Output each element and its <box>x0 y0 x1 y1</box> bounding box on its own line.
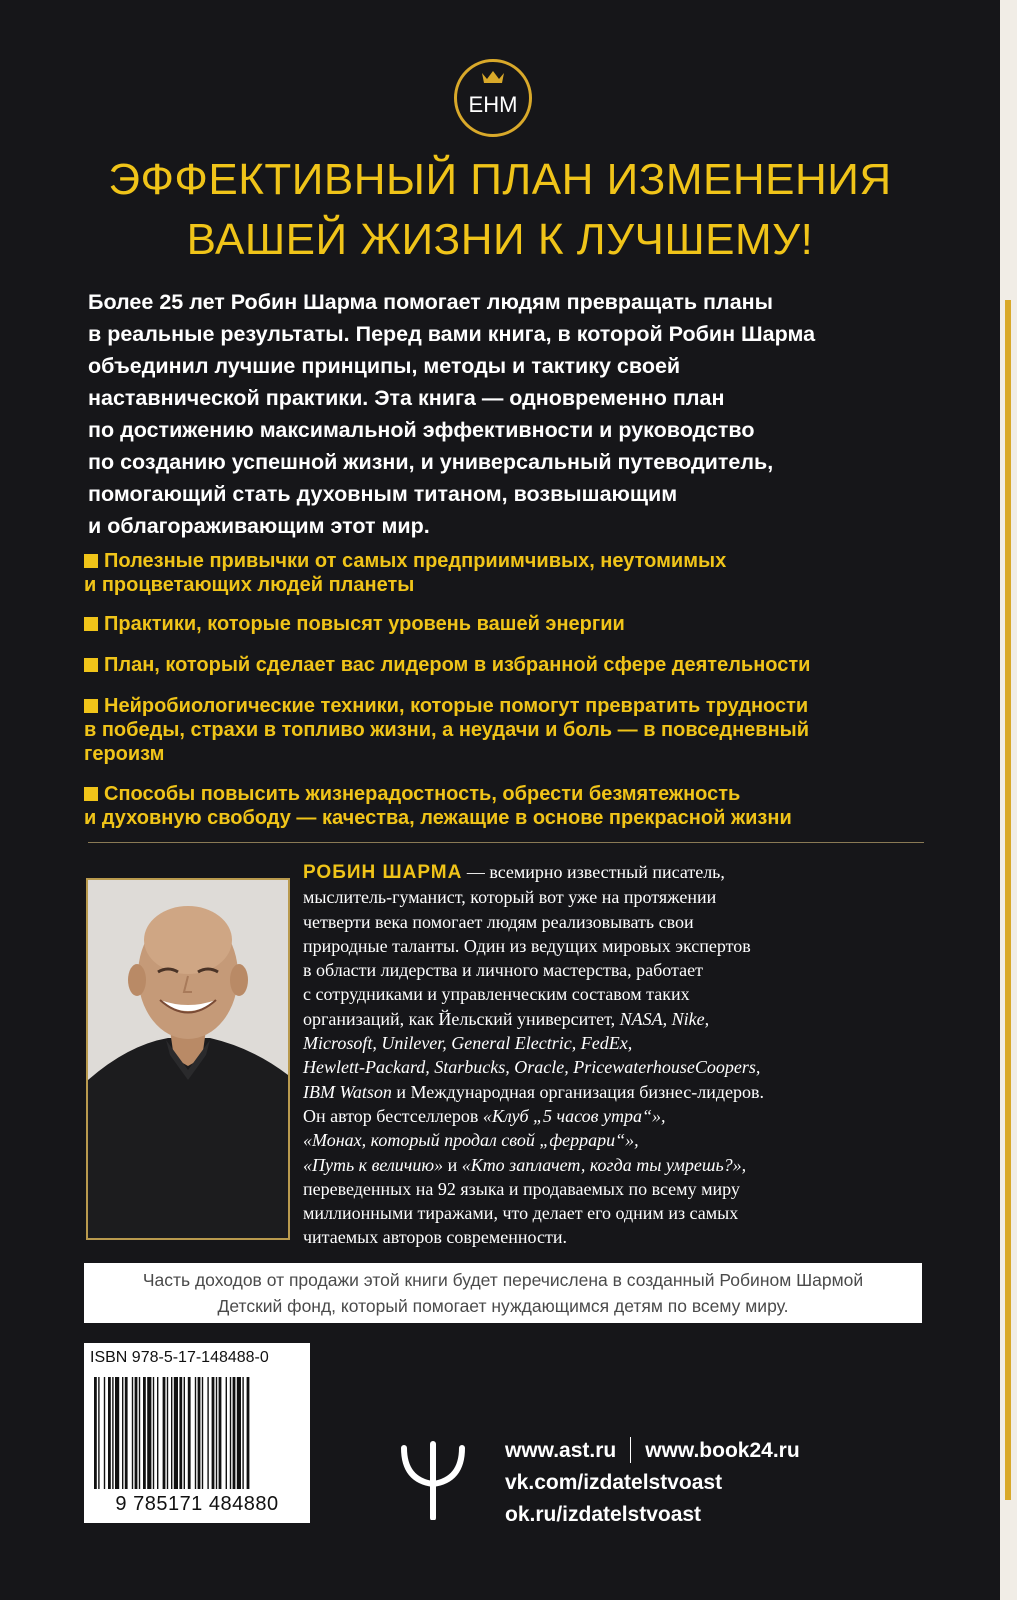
barcode-icon <box>94 1377 300 1489</box>
barcode-bar <box>233 1377 236 1489</box>
bullet-line: Полезные привычки от самых предприимчивых, неутомимых <box>104 550 727 572</box>
barcode-bar <box>139 1377 140 1489</box>
barcode-bar <box>132 1377 133 1489</box>
bullet-line: в победы, страхи в топливо жизни, а неудачи и боль — в повседневный <box>84 719 810 741</box>
barcode-bar <box>242 1377 243 1489</box>
headline-line: ВАШЕЙ ЖИЗНИ К ЛУЧШЕМУ! <box>186 215 814 264</box>
barcode-number: 9 785171 484880 <box>115 1493 279 1515</box>
link-ast[interactable]: www.ast.ru <box>505 1439 617 1462</box>
bullet-line: Способы повысить жизнерадостность, обрести безмятежность <box>104 783 741 805</box>
barcode-bar <box>195 1377 196 1489</box>
barcode-bar <box>112 1377 113 1489</box>
bullet-item <box>84 782 984 830</box>
bullet-item <box>84 612 984 636</box>
bullet-square-icon <box>84 617 98 631</box>
bullet-square-icon <box>84 658 98 672</box>
barcode-bar <box>147 1377 151 1489</box>
barcode-bar <box>171 1377 172 1489</box>
barcode-bar <box>174 1377 178 1489</box>
bio-line: природные таланты. Один из ведущих мировых экспертов <box>303 935 751 956</box>
author-portrait-image <box>88 880 288 1238</box>
bio-line: читаемых авторов современности. <box>303 1227 567 1248</box>
isbn-block <box>84 1343 310 1523</box>
bullet-item <box>84 653 984 677</box>
barcode-bar <box>237 1377 241 1489</box>
barcode-bar <box>143 1377 146 1489</box>
author-photo <box>86 878 290 1240</box>
headline-line: ЭФФЕКТИВНЫЙ ПЛАН ИЗМЕНЕНИЯ <box>108 155 892 204</box>
barcode-bar <box>163 1377 166 1489</box>
publisher-links <box>505 1435 800 1531</box>
bullet-item <box>84 549 984 597</box>
bio-line-italic: Hewlett-Packard, Starbucks, Oracle, PricewaterhouseCoopers, <box>303 1057 761 1078</box>
bio-line: четверти века помогает людям реализовывать свои <box>303 911 694 932</box>
bio-line: и <box>443 1154 462 1175</box>
bio-line: организаций, как Йельский университет, <box>303 1008 620 1029</box>
intro-line: и облагораживающим этот мир. <box>88 514 430 538</box>
barcode-bar <box>104 1377 105 1489</box>
intro-paragraph <box>88 286 968 542</box>
bio-line-italic: «Путь к величию» <box>303 1154 444 1175</box>
barcode-bar <box>184 1377 185 1489</box>
barcode-bar <box>135 1377 138 1489</box>
link-ok[interactable]: ok.ru/izdatelstvoast <box>505 1503 702 1526</box>
charity-line: Детский фонд, который помогает нуждающимся детям по всему миру. <box>217 1296 789 1316</box>
charity-line: Часть доходов от продажи этой книги будет перечислена в созданный Робином Шармой <box>142 1270 864 1290</box>
publisher-logo <box>454 59 532 137</box>
intro-line: в реальные результаты. Перед вами книга, в которой Робин Шарма <box>88 322 816 346</box>
barcode-bar <box>207 1377 208 1489</box>
crown-icon <box>481 70 505 84</box>
intro-line: объединил лучшие принципы, методы и тактику своей <box>88 354 681 378</box>
barcode-bar <box>115 1377 119 1489</box>
bullet-square-icon <box>84 699 98 713</box>
spine-gold-stripe <box>1005 300 1011 1500</box>
bullet-line: Практики, которые повысят уровень вашей энергии <box>104 613 625 635</box>
bullet-line: и процветающих людей планеты <box>84 574 415 596</box>
intro-line: наставнической практики. Эта книга — одновременно план <box>88 386 725 410</box>
intro-line: по созданию успешной жизни, и универсальный путеводитель, <box>88 450 774 474</box>
link-book24[interactable]: www.book24.ru <box>645 1439 800 1462</box>
headline <box>40 150 960 270</box>
intro-line: помогающий стать духовным титаном, возвышающим <box>88 482 678 506</box>
section-divider <box>88 842 924 843</box>
barcode-bar <box>98 1377 99 1489</box>
barcode-bar <box>198 1377 201 1489</box>
barcode-bar <box>247 1377 250 1489</box>
bio-line-italic: Microsoft, Unilever, General Electric, FedEx, <box>303 1033 633 1054</box>
barcode-bar <box>94 1377 97 1489</box>
bio-line: и Международная организация бизнес-лидеров. <box>391 1081 764 1102</box>
bullet-line: Нейробиологические техники, которые помогут превратить трудности <box>104 695 809 717</box>
link-separator <box>630 1437 631 1463</box>
barcode-bar <box>157 1377 158 1489</box>
bio-line-italic: IBM Watson <box>303 1081 392 1102</box>
bullet-square-icon <box>84 787 98 801</box>
intro-line: по достижению максимальной эффективности и руководство <box>88 418 755 442</box>
barcode-bar <box>216 1377 217 1489</box>
isbn-label: ISBN 978-5-17-148488-0 <box>90 1349 269 1366</box>
intro-line: Более 25 лет Робин Шарма помогает людям превращать планы <box>88 290 774 314</box>
charity-note <box>84 1263 922 1323</box>
author-name: РОБИН ШАРМА <box>303 862 463 883</box>
bio-line: Он автор бестселлеров <box>303 1105 483 1126</box>
bullet-item <box>84 694 984 766</box>
bullet-line: и духовную свободу — качества, лежащие в основе прекрасной жизни <box>84 807 792 829</box>
barcode-bar <box>188 1377 191 1489</box>
barcode-bar <box>122 1377 123 1489</box>
bullet-line: героизм <box>84 743 165 765</box>
bio-line: с сотрудниками и управленческим составом таких <box>303 984 690 1005</box>
bio-line: мыслитель-гуманист, который вот уже на протяжении <box>303 887 717 908</box>
barcode-bar <box>153 1377 154 1489</box>
bio-line-italic: «Клуб „5 часов утра“», <box>482 1105 666 1126</box>
logo-text: ЕНМ <box>468 92 518 117</box>
bio-line: переведенных на 92 языка и продаваемых по всему миру <box>303 1178 740 1199</box>
bio-line: в области лидерства и личного мастерства, работает <box>303 960 703 981</box>
barcode-bar <box>125 1377 128 1489</box>
bullet-square-icon <box>84 554 98 568</box>
barcode-bar <box>212 1377 215 1489</box>
link-vk[interactable]: vk.com/izdatelstvoast <box>505 1471 723 1494</box>
bio-line-italic: «Монах, который продал свой „феррари“», <box>303 1130 639 1151</box>
author-bio <box>303 860 953 1250</box>
barcode-bar <box>108 1377 111 1489</box>
barcode-bar <box>219 1377 222 1489</box>
barcode-bar <box>226 1377 227 1489</box>
barcode-bar <box>202 1377 203 1489</box>
psi-icon <box>400 1440 466 1520</box>
bio-line-italic: NASA, Nike, <box>619 1008 710 1029</box>
barcode-bar <box>179 1377 182 1489</box>
bio-line-italic: «Кто заплачет, когда ты умрешь?», <box>461 1154 747 1175</box>
bio-line: — всемирно известный писатель, <box>462 862 725 882</box>
bio-line: миллионными тиражами, что делает его одним из самых <box>303 1203 739 1224</box>
bullet-line: План, который сделает вас лидером в избранной сфере деятельности <box>104 654 811 676</box>
barcode-bar <box>230 1377 231 1489</box>
barcode-bar <box>167 1377 168 1489</box>
